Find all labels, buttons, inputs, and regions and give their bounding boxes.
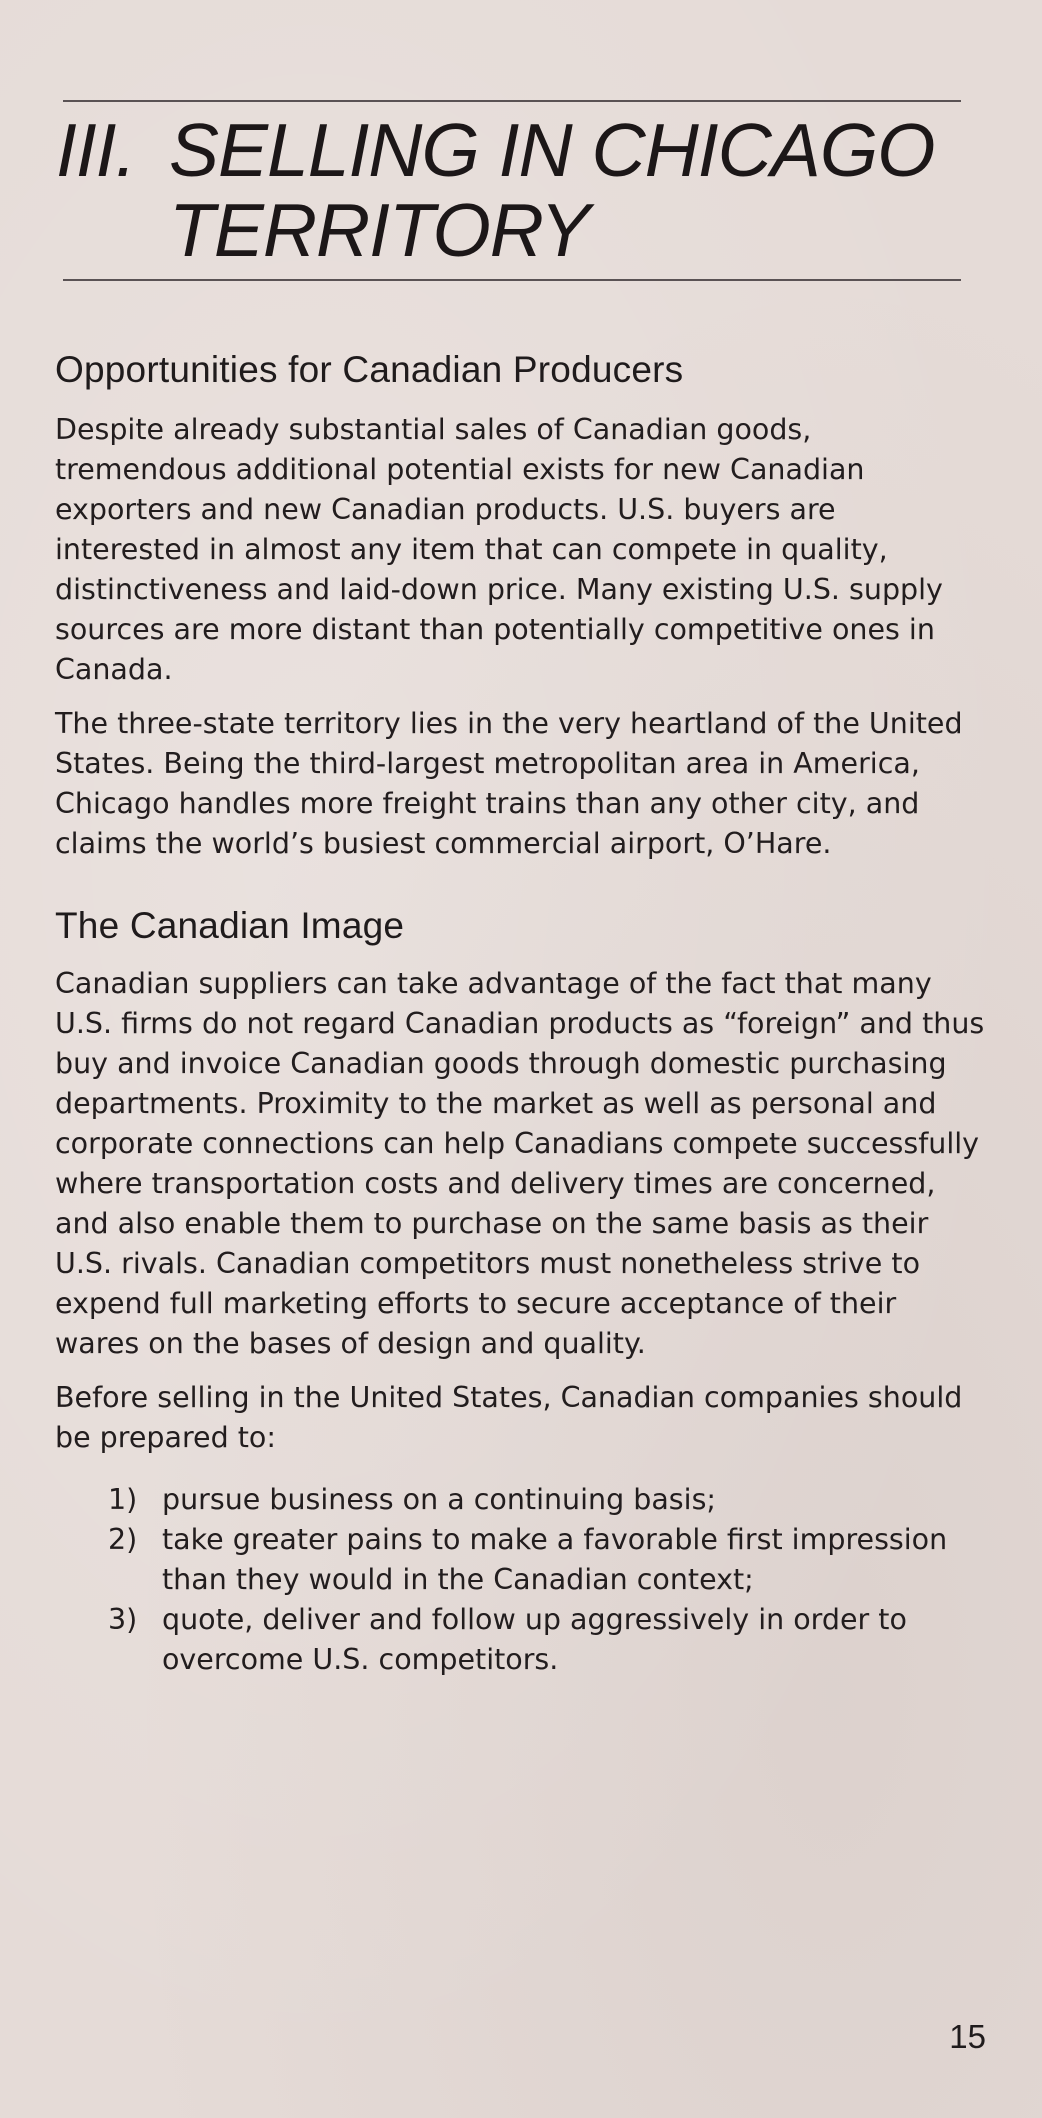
- paragraph: Despite already substantial sales of Canadian goods, tremendous additional potential exists for new Canadian exporters and new Canadian products. U.S. buyers are interested in almost any item that can compete in quality, distinctiveness and laid-down price. Many existing U.S. supply sources are more distant than potentially competitive ones in Canada.: [55, 413, 943, 686]
- list-item: [108, 1480, 985, 1520]
- list-item-text: take greater pains to make a favorable first impression than they would in the Canadian context;: [162, 1523, 948, 1596]
- list-item-text: pursue business on a continuing basis;: [162, 1483, 717, 1516]
- paragraph: The three-state territory lies in the very heartland of the United States. Being the third-largest metropolitan area in America, Chicago handles more freight trains than any other city, and claims the world’s busiest commercial airport, O’Hare.: [55, 707, 963, 860]
- list-item: [108, 1520, 985, 1600]
- section-canadian-image: [55, 904, 985, 1680]
- top-rule: [63, 100, 961, 102]
- list-item-text: quote, deliver and follow up aggressively in order to overcome U.S. competitors.: [162, 1603, 907, 1676]
- list-marker: 1): [108, 1483, 138, 1516]
- paragraph: Before selling in the United States, Canadian companies should be prepared to:: [55, 1381, 963, 1454]
- chapter-title-line2: TERRITORY: [169, 188, 590, 272]
- body-content: [55, 348, 985, 1680]
- bottom-rule: [63, 279, 961, 281]
- chapter-title-line1: SELLING IN CHICAGO: [169, 108, 935, 192]
- section-opportunities: [55, 348, 985, 864]
- paragraph: Canadian suppliers can take advantage of the fact that many U.S. firms do not regard Canadian products as “foreign” and thus buy and invoice Canadian goods through domestic purchasing departments. Proximity to the market as well as personal and corporate connections can help Canadians compete successfully where transportation costs and delivery times are concerned, and also enable them to purchase on the same basis as their U.S. rivals. Canadian competitors must nonetheless strive to expend full marketing efforts to secure acceptance of their wares on the bases of design and quality.: [55, 967, 985, 1360]
- chapter-title: [56, 110, 976, 270]
- page-number: 15: [949, 2018, 986, 2055]
- list-marker: 2): [108, 1523, 138, 1556]
- section-heading: The Canadian Image: [55, 905, 405, 946]
- list-marker: 3): [108, 1603, 138, 1636]
- chapter-number: III.: [56, 108, 136, 192]
- numbered-list: [55, 1480, 985, 1680]
- section-heading: Opportunities for Canadian Producers: [55, 349, 684, 390]
- list-item: [108, 1600, 985, 1680]
